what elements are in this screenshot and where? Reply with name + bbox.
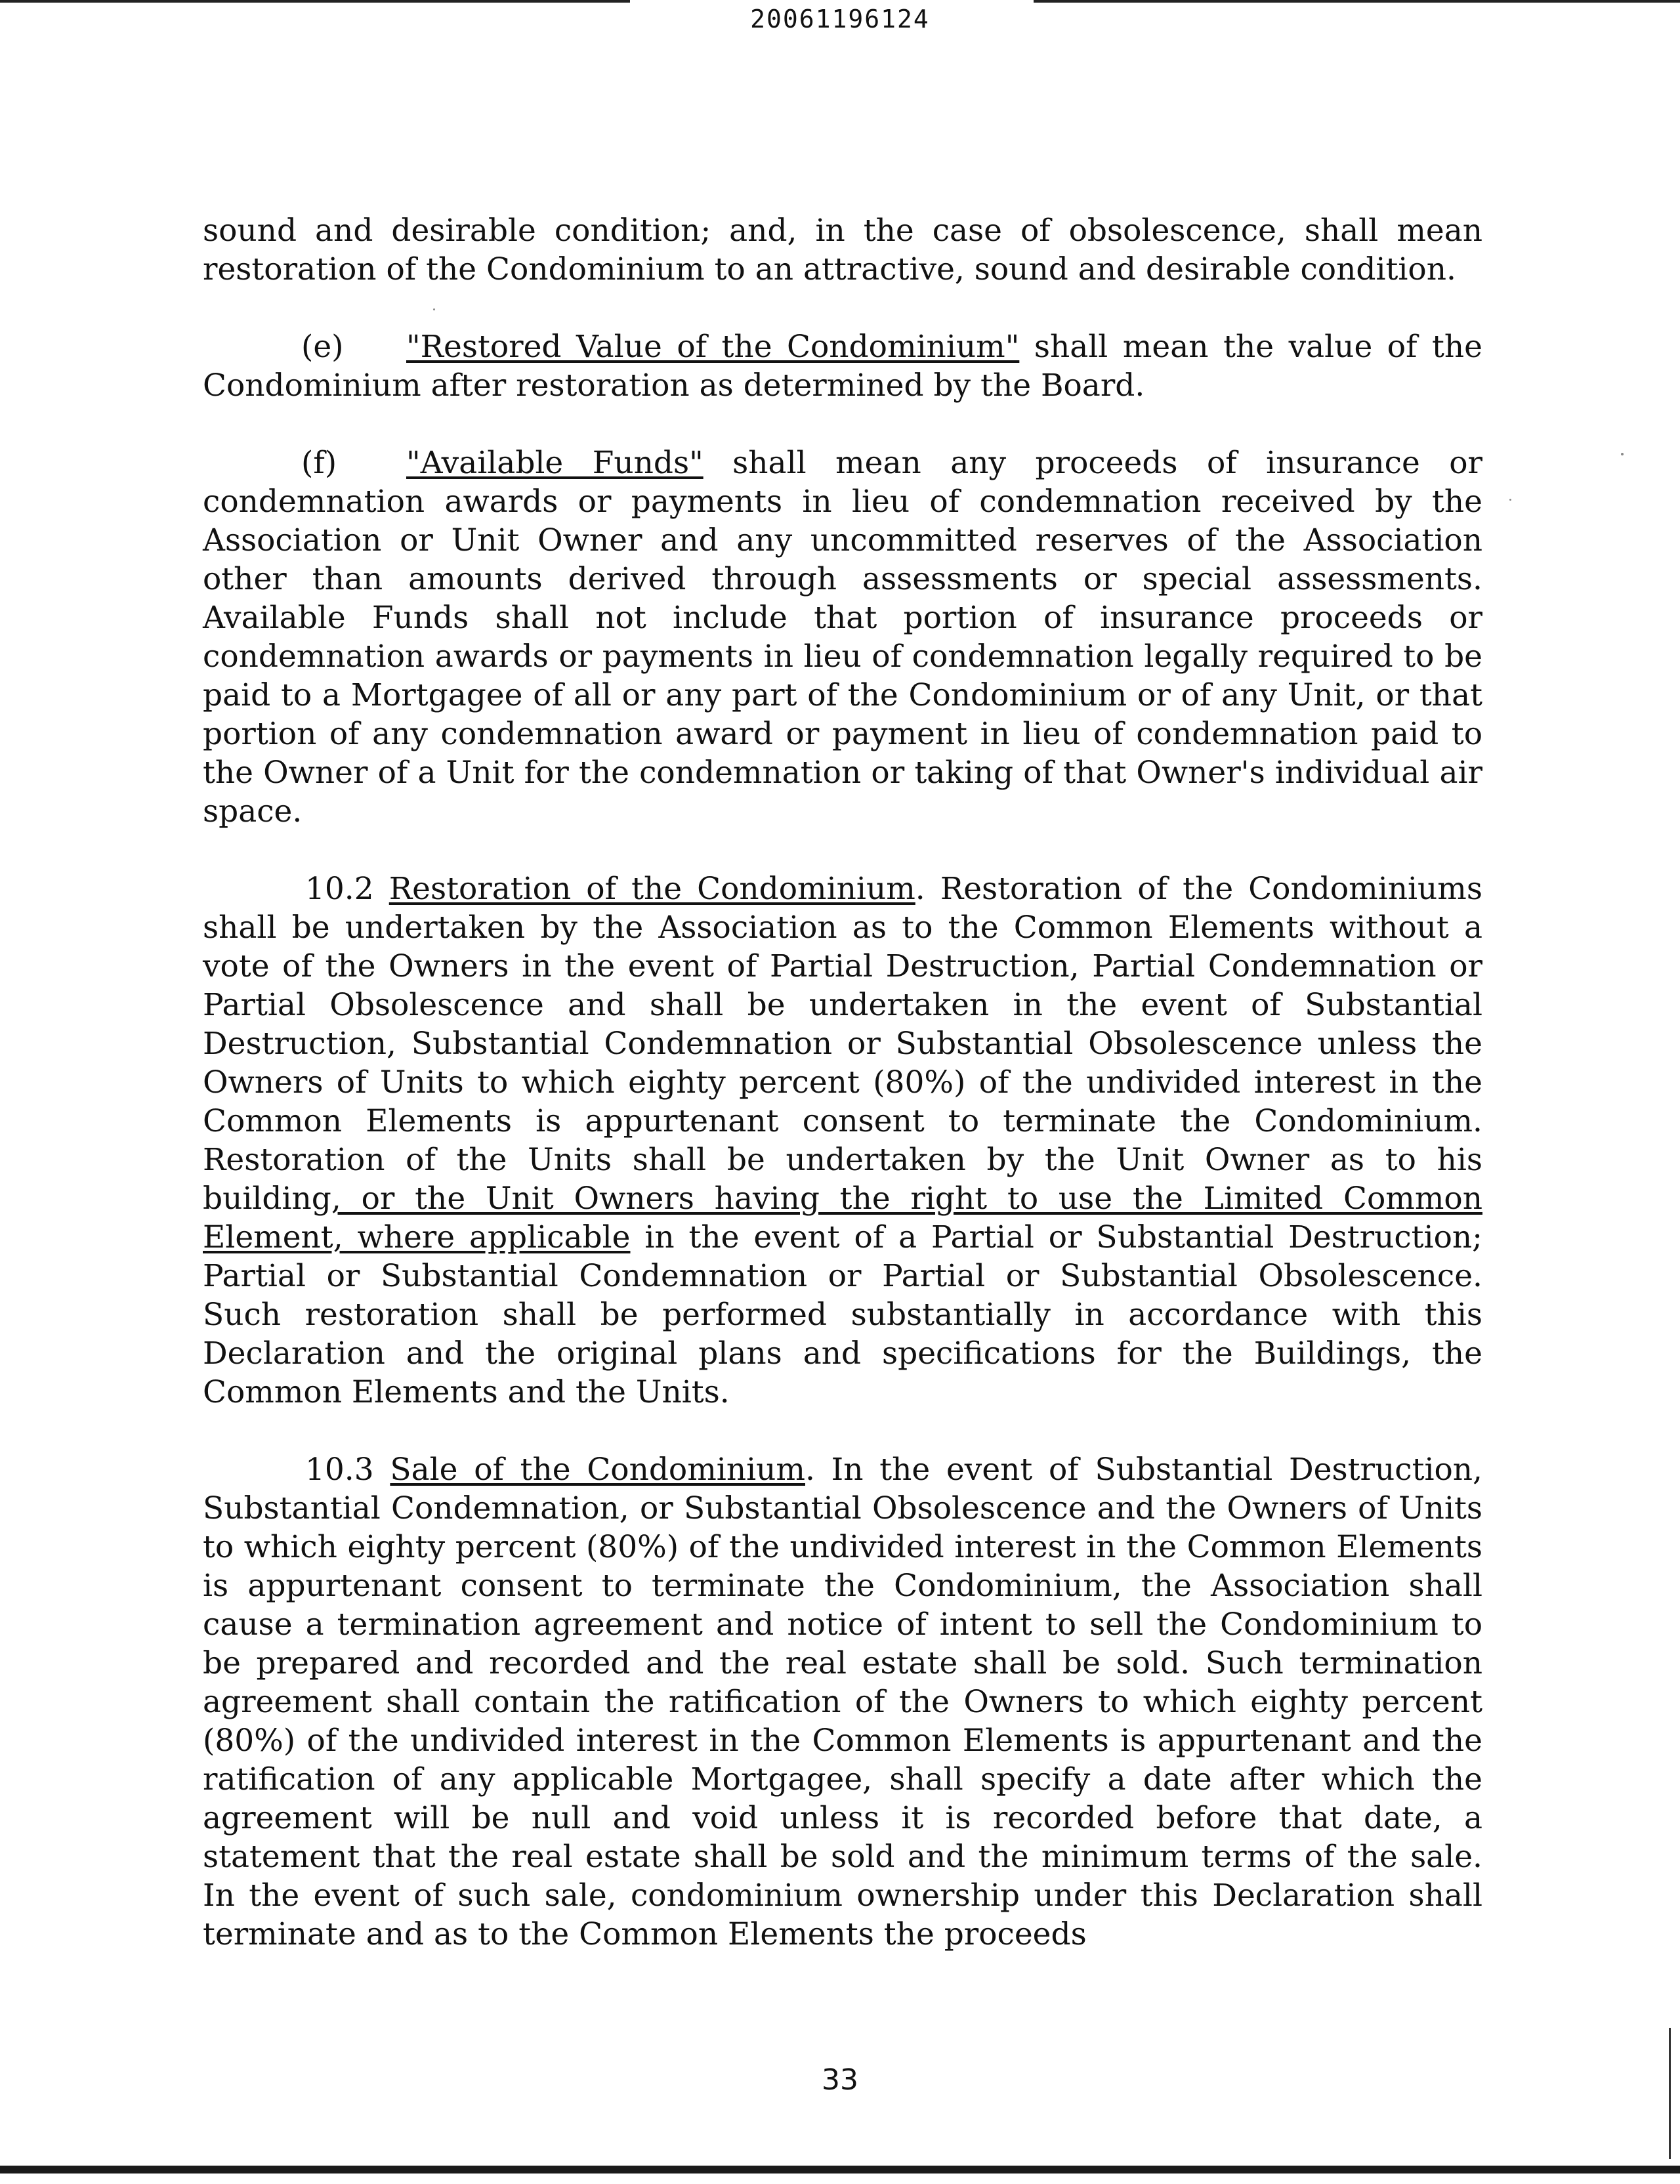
scan-speck: [433, 308, 435, 310]
section-10-3: [203, 1450, 1482, 1954]
section-10-3-heading: Sale of the Condominium: [390, 1452, 805, 1488]
bottom-border: [0, 2166, 1680, 2174]
page-number: 33: [822, 2063, 858, 2097]
document-number: 20061196124: [750, 5, 930, 33]
section-10-2-heading-end: .: [915, 871, 925, 907]
scan-speck: [1509, 499, 1511, 501]
section-10-2-text-b: in the event of a Partial or Substantial Destruction; Partial or Substantial Condemnation or Partial or Substantial Obsolescence. Such restoration shall be performed substantially in accordance with this Declaration and the original plans and specifications for the Buildings, the Common Elements and the Units.: [203, 1219, 1482, 1410]
section-10-3-text: In the event of Substantial Destruction, Substantial Condemnation, or Substantial Obsolescence and the Owners of Units to which eighty percent (80%) of the undivided interest in the Common Elements is appurtenant consent to terminate the Condominium, the Association shall cause a termination agreement and notice of intent to sell the Condominium to be prepared and recorded and the real estate shall be sold. Such termination agreement shall contain the ratification of the Owners to which eighty percent (80%) of the undivided interest in the Common Elements is appurtenant and the ratification of any applicable Mortgagee, shall specify a date after which the agreement will be null and void unless it is recorded before that date, a statement that the real estate shall be sold and the minimum terms of the sale. In the event of such sale, condominium ownership under this Declaration shall terminate and as to the Common Elements the proceeds: [203, 1452, 1482, 1952]
section-10-2: [203, 870, 1482, 1412]
paragraph-f: [203, 444, 1482, 831]
section-10-3-heading-end: .: [805, 1452, 815, 1488]
section-10-3-number: 10.3: [305, 1452, 374, 1488]
scan-speck: [1621, 453, 1624, 455]
document-body: [203, 211, 1482, 1954]
section-10-2-number: 10.2: [305, 871, 374, 907]
paragraph-f-term: "Available Funds": [406, 445, 704, 481]
section-10-2-underlined-insert: , or the Unit Owners having the right to use the Limited Common Element, where applicable: [203, 1181, 1482, 1255]
paragraph-continuation: [203, 211, 1482, 289]
scan-edge-mark: [1669, 2028, 1671, 2159]
paragraph-e-label: (e): [301, 329, 344, 365]
paragraph-e: [203, 327, 1482, 405]
section-10-2-text-a: Restoration of the Condominiums shall be undertaken by the Association as to the Common Elements without a vote of the Owners in the event of Partial Destruction, Partial Condemnation or Partial Obsolescence and shall be undertaken in the event of Substantial Destruction, Substantial Condemnation or Substantial Obsolescence unless the Owners of Units to which eighty percent (80%) of the undivided interest in the Common Elements is appurtenant consent to terminate the Condominium. Restoration of the Units shall be undertaken by the Unit Owner as to his building: [203, 871, 1482, 1217]
paragraph-e-text: shall mean the value of the Condominium after restoration as determined by the Board.: [203, 329, 1482, 404]
paragraph-continuation-text: sound and desirable condition; and, in the case of obsolescence, shall mean restoration of the Condominium to an attractive, sound and desirable condition.: [203, 213, 1482, 287]
section-10-2-heading: Restoration of the Condominium: [388, 871, 915, 907]
paragraph-f-text: shall mean any proceeds of insurance or condemnation awards or payments in lieu of condemnation received by the Association or Unit Owner and any uncommitted reserves of the Association other than amounts derived through assessments or special assessments. Available Funds shall not include that portion of insurance proceeds or condemnation awards or payments in lieu of condemnation legally required to be paid to a Mortgagee of all or any part of the Condominium or of any Unit, or that portion of any condemnation award or payment in lieu of condemnation paid to the Owner of a Unit for the condemnation or taking of that Owner's individual air space.: [203, 445, 1482, 830]
paragraph-f-label: (f): [301, 445, 337, 481]
paragraph-e-term: "Restored Value of the Condominium": [406, 329, 1020, 365]
